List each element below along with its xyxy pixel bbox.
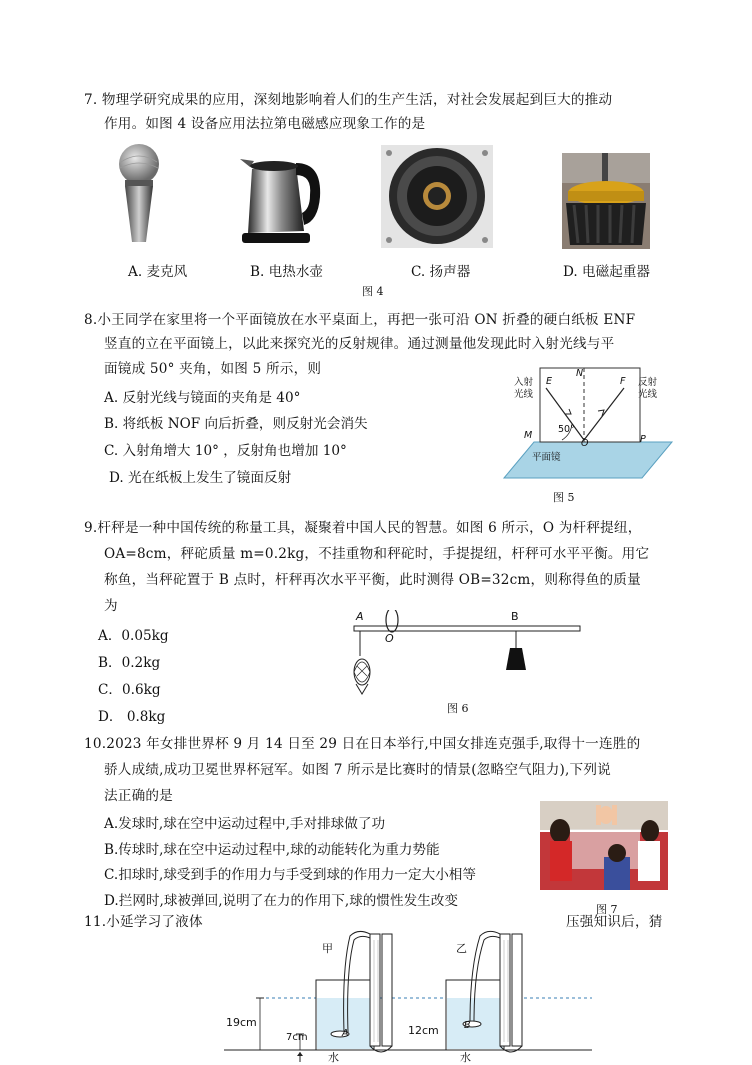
q9-option-b: B．0.2kg <box>98 655 161 671</box>
label-n: N <box>576 368 584 379</box>
q10-option-a: A.发球时,球在空中运动过程中,手对排球做了功 <box>104 816 386 832</box>
q9-option-c: C．0.6kg <box>98 682 161 698</box>
label-19cm: 19cm <box>226 1016 257 1029</box>
label-yi: 乙 <box>456 942 467 955</box>
q7-option-c: C. 扬声器 <box>411 264 471 280</box>
q8-stem-line1: 8.小王同学在家里将一个平面镜放在水平桌面上，再把一张可沿 ON 折叠的硬白纸板 ENF <box>84 312 636 328</box>
q9-stem-line4: 为 <box>104 598 118 614</box>
figure-6-caption: 图 6 <box>447 702 469 715</box>
q9-stem-line3: 称鱼，当秤砣置于 B 点时，杆秤再次水平平衡，此时测得 OB=32cm，则称得鱼的质量 <box>104 572 641 588</box>
q7-stem-line2: 作用。如图 4 设备应用法拉第电磁感应现象工作的是 <box>104 116 426 132</box>
reflection-experiment-figure <box>502 366 674 482</box>
q7-option-d: D. 电磁起重器 <box>563 264 651 280</box>
electric-kettle-image <box>234 147 324 247</box>
q11-stem-right: 压强知识后，猜 <box>566 914 663 930</box>
label-mirror: 平面镜 <box>532 452 561 463</box>
label-e: E <box>546 376 553 387</box>
label-a: A <box>356 610 364 623</box>
label-o: O <box>385 632 394 645</box>
q7-stem-line1: 7. 物理学研究成果的应用，深刻地影响着人们的生产生活，对社会发展起到巨大的推动 <box>84 92 613 108</box>
figure-5-caption: 图 5 <box>553 491 575 504</box>
label-water-1: 水 <box>328 1051 339 1064</box>
steelyard-figure <box>340 610 586 706</box>
q8-option-a: A. 反射光线与镜面的夹角是 40° <box>104 390 301 406</box>
q8-stem-line3: 面镜成 50° 夹角，如图 5 所示，则 <box>104 361 322 377</box>
q10-stem-line3: 法正确的是 <box>104 788 173 804</box>
figure-4-caption: 图 4 <box>362 285 384 298</box>
figure-7-caption: 图 7 <box>596 903 618 916</box>
q9-stem-line1: 9.杆秤是一种中国传统的称量工具，凝聚着中国人民的智慧。如图 6 所示，O 为杆秤提纽， <box>84 520 642 536</box>
label-a-probe: A <box>342 1028 349 1039</box>
q8-stem-line2: 竖直的立在平面镜上，以此来探究光的反射规律。通过测量他发现此时入射光线与平 <box>104 336 615 352</box>
label-reflected: 反射 <box>638 377 658 388</box>
label-12cm: 12cm <box>408 1024 439 1037</box>
label-b-probe: B <box>464 1020 471 1031</box>
q7-option-b: B. 电热水壶 <box>250 264 324 280</box>
q9-option-a: A．0.05kg <box>98 628 169 644</box>
label-incident: 入射 <box>514 377 534 388</box>
label-jia: 甲 <box>322 942 333 955</box>
label-o: O <box>581 438 589 449</box>
q11-stem-left: 11.小延学习了液体 <box>84 914 203 930</box>
volleyball-photo <box>540 801 668 890</box>
label-b: B <box>511 610 519 623</box>
label-7cm: 7cm <box>286 1032 308 1043</box>
q7-option-a: A. 麦克风 <box>128 264 188 280</box>
microphone-image <box>111 142 167 244</box>
label-incident-2: 光线 <box>514 389 534 400</box>
label-m: M <box>524 430 533 441</box>
q8-option-b: B. 将纸板 NOF 向后折叠，则反射光会消失 <box>104 416 368 432</box>
q8-option-c: C. 入射角增大 10° ，反射角也增加 10° <box>104 443 347 459</box>
q9-option-d: D． 0.8kg <box>98 709 166 725</box>
label-p: P <box>640 434 646 445</box>
q10-option-b: B.传球时,球在空中运动过程中,球的动能转化为重力势能 <box>104 842 440 858</box>
electromagnetic-crane-image <box>562 153 650 249</box>
q10-stem-line2: 骄人成绩,成功卫冕世界杯冠军。如图 7 所示是比赛时的情景(忽略空气阻力),下列说 <box>104 762 611 778</box>
q9-stem-line2: OA=8cm，秤砣质量 m=0.2kg，不挂重物和秤砣时，手提提纽，杆秤可水平平衡。用它 <box>104 546 650 562</box>
label-water-2: 水 <box>460 1051 471 1064</box>
q10-option-d: D.拦网时,球被弹回,说明了在力的作用下,球的惯性发生改变 <box>104 893 458 909</box>
q8-option-d: D. 光在纸板上发生了镜面反射 <box>109 470 292 486</box>
label-reflected-2: 光线 <box>638 389 658 400</box>
loudspeaker-image <box>381 145 493 248</box>
q10-option-c: C.扣球时,球受到手的作用力与手受到球的作用力一定大小相等 <box>104 867 476 883</box>
liquid-pressure-figure <box>224 928 592 1062</box>
q10-stem-line1: 10.2023 年女排世界杯 9 月 14 日至 29 日在日本举行,中国女排连克强手,取得十一连胜的 <box>84 736 641 752</box>
label-f: F <box>620 376 626 387</box>
label-angle: 50° <box>558 424 575 435</box>
